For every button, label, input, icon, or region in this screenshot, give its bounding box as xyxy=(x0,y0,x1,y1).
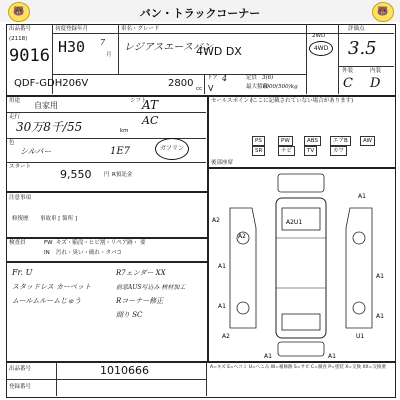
damage-mark: A1 xyxy=(218,303,226,310)
damage-mark: A1 xyxy=(376,313,384,320)
damage-mark: U1 xyxy=(356,333,365,340)
int-label: 内装 xyxy=(370,68,382,74)
legend-in: 汚れ・臭い・破れ・タバコ xyxy=(56,250,122,256)
legend-fw: キズ・陥没・ヒビ割・リペア跡・ 要 xyxy=(56,240,146,246)
equip-pw: PW xyxy=(278,136,293,146)
equip-navi: ナビ xyxy=(278,146,295,156)
damage-mark: A2 xyxy=(212,217,220,224)
inspection-notes xyxy=(6,262,208,362)
bear-mascot-icon: 🐻 xyxy=(372,2,394,22)
damage-mark: A1 xyxy=(328,353,336,360)
drive-2wd-label: 2WD xyxy=(312,33,326,39)
doors-value: 4 xyxy=(222,74,228,83)
int-grade: D xyxy=(370,76,381,91)
seats-label: 定員 xyxy=(246,75,258,81)
equip-airbag: エアB xyxy=(330,136,351,146)
recycle-label: R預託金 xyxy=(112,172,133,178)
damage-mark: A2 xyxy=(238,233,246,240)
car-name: レジアスエースバン xyxy=(124,42,213,53)
rear-seat-label: 後部座席 xyxy=(211,160,234,166)
damage-mark: A1 xyxy=(264,353,272,360)
lot-label: 出品番号 xyxy=(9,26,32,32)
venue-code: (2118) xyxy=(9,36,28,42)
score-label: 評価点 xyxy=(348,26,365,32)
color-label: 色 xyxy=(9,140,15,146)
color-number: 1E7 xyxy=(110,146,131,157)
max-load-label: 最大積載 xyxy=(246,84,269,90)
sales-point-note: (ここに記載されていない場合があります) xyxy=(250,98,354,104)
inspector-label: 検査員 xyxy=(9,240,26,246)
equip-tv: TV xyxy=(304,146,317,156)
reg-label: 初度登録年月 xyxy=(55,26,89,32)
equip-aw: AW xyxy=(360,136,375,146)
left-note: ムールムルームじゅう xyxy=(12,297,82,305)
repair-history-label: 修復歴 xyxy=(12,216,29,222)
max-load-value: 1000(500)kg xyxy=(262,84,298,90)
mileage-value: 30万8千/55 xyxy=(16,120,83,134)
equipment-grid xyxy=(252,136,392,164)
inspection-note: 間り SC xyxy=(116,311,143,319)
notes-label: 注意事項 xyxy=(9,195,32,201)
reg-month-unit: 月 xyxy=(106,52,112,58)
doors-label: ドア xyxy=(207,75,218,81)
reg-month: 7 xyxy=(100,38,106,47)
sheet-title: バン・トラックコーナー xyxy=(139,7,261,20)
row-in-label: IN xyxy=(44,250,50,256)
fuel-circle: ガソリン xyxy=(155,138,189,160)
notes-area xyxy=(6,192,208,238)
equip-abs: ABS xyxy=(304,136,321,146)
footer-reg-label: 登録番号 xyxy=(9,384,32,390)
left-note: スタッドレス カーペット xyxy=(12,283,92,291)
equip-ps: PS xyxy=(252,136,265,146)
row-fw-label: FW xyxy=(44,240,53,246)
score-value: 3.5 xyxy=(348,38,377,59)
equip-sr: SR xyxy=(252,146,265,156)
footer-car-no-label: 出品番号 xyxy=(9,366,32,372)
name-label: 車名・グレード xyxy=(121,26,160,32)
shift-value: AT xyxy=(142,98,159,112)
use-value: 自家用 xyxy=(34,101,58,110)
damage-mark: A2 xyxy=(222,333,230,340)
lot-number: 9016 xyxy=(9,46,50,66)
footer-car-no: 1010666 xyxy=(100,364,149,377)
color-value: シルバー xyxy=(20,147,52,156)
inspection-note: R7ェンダー XX xyxy=(116,269,166,277)
bear-mascot-icon: 🐻 xyxy=(8,2,30,22)
km-unit: km xyxy=(120,128,129,134)
use-label: 用途 xyxy=(9,98,21,104)
start-price-label: スタート xyxy=(9,164,32,170)
car-outline-diagram xyxy=(208,168,394,360)
inspection-note: 前窓AUS写込み 核材加工 xyxy=(116,284,186,291)
damage-mark: A1 xyxy=(218,263,226,270)
accident-parts: 事故車 [ 箇所 ] xyxy=(40,216,78,222)
damage-mark: A2U1 xyxy=(286,219,303,226)
ext-grade: C xyxy=(343,76,353,91)
ac-value: AC xyxy=(142,114,159,127)
reg-year: H30 xyxy=(58,38,86,56)
sales-point-label: セールスポイント xyxy=(211,98,255,104)
diagram-legend: A=キズ E=ヘコミ U=へこみ W=補修跡 S=サビ C=腐食 P=塗装 X=交換 XX=交換要 xyxy=(210,365,386,370)
damage-mark: A1 xyxy=(358,193,366,200)
inspection-note: Rコーナー修正 xyxy=(116,297,164,305)
damage-mark: A1 xyxy=(376,273,384,280)
ext-label: 外装 xyxy=(342,68,354,74)
mileage-label: 走行 xyxy=(9,114,21,120)
shift-label: シフト xyxy=(130,98,147,104)
model-code: QDF-GDH206V xyxy=(14,78,89,89)
cc-unit: cc xyxy=(196,86,203,92)
drive-4wd-circle: 4WD xyxy=(309,41,333,56)
currency: 円 xyxy=(104,172,110,178)
seats-value: 3(6) xyxy=(262,75,274,81)
body-type: V xyxy=(208,84,214,93)
displacement: 2800 xyxy=(168,78,194,89)
left-note: Fr. U xyxy=(12,268,33,277)
start-price: 9,550 xyxy=(60,168,92,181)
car-grade: 4WD DX xyxy=(196,45,242,58)
equip-leather: カワ xyxy=(330,146,347,156)
